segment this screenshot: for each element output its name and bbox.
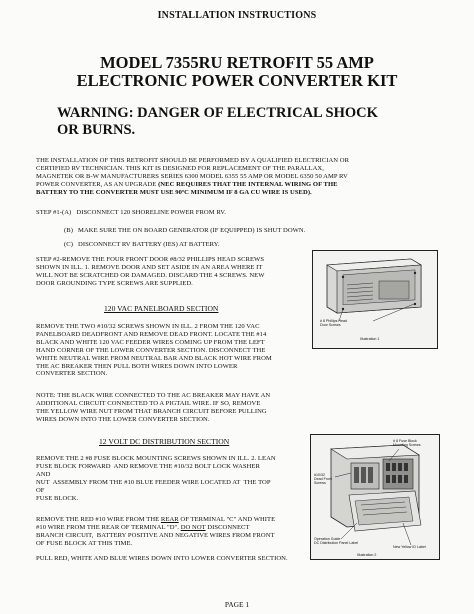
step-1b: (B) MAKE SURE THE ON BOARD GENERATOR (IF EQUIPPED) IS SHUT DOWN. <box>64 227 306 234</box>
intro-nec-requirement: (NEC REQUIRES THAT THE INTERNAL WIRING OF THE BATTERY TO THE CONVERTER MUST USE 90ºC MINIMUM IF 8 GA CU WIRE IS USED). <box>36 180 338 196</box>
dc-paragraph-2-do-not: DO NOT <box>180 523 206 531</box>
intro-paragraph <box>36 157 349 197</box>
section-heading-ac: 120 VAC PANELBOARD SECTION <box>104 304 219 313</box>
illustration-2-fuse-callout: # 8 Fuse Block Mounting Screws <box>393 439 421 447</box>
illustration-2-caption: Illustration 2 <box>357 553 377 557</box>
illustration-2-guide-callout: Operation Guide DC Distribution Panel Label <box>314 537 359 545</box>
dc-paragraph-2-part-c: DISCONNECT BRANCH CIRCUIT, BATTERY POSITIVE AND NEGATIVE WIRES FROM FRONT OF FUSE BLOCK AT THIS TIME. <box>36 523 275 547</box>
illustration-2-screws-callout: #10/32 Dead Front Screws <box>314 473 332 485</box>
warning-line-1: WARNING: DANGER OF ELECTRICAL SHOCK <box>57 105 378 121</box>
illustration-2 <box>310 434 440 560</box>
title-line-2: ELECTRONIC POWER CONVERTER KIT <box>76 71 398 90</box>
dc-paragraph-2-part-a: REMOVE THE RED #10 WIRE FROM THE <box>36 516 161 523</box>
illustration-1-caption: Illustration 1 <box>360 337 380 341</box>
dc-paragraph-2-rear: REAR <box>160 516 179 523</box>
ac-note: NOTE: THE BLACK WIRE CONNECTED TO THE AC BREAKER MAY HAVE AN ADDITIONAL CIRCUIT CONNECTED TO A PIGTAIL WIRE. IF SO, REMOVE THE YELLOW WIRE NUT FROM THAT BRANCH CIRCUIT BEFORE PULLING WIRES DOWN INTO THE LOWER CONVERTER SECTION. <box>36 392 271 423</box>
intro-text: THE INSTALLATION OF THIS RETROFIT SHOULD BE PERFORMED BY A QUALIFIED ELECTRICIAN OR CERTIFIED RV TECHNICIAN. THIS KIT IS DESIGNED FOR REPLACEMENT OF THE PARALLAX, MAGNETEK OR B-W MANUFACTURERS SERIES 6300 MODEL 6355 55 AMP OR MODEL 6350 50 AMP RV POWER CONVERTER, AS AN UPGRADE <box>36 157 350 188</box>
step-1a: STEP #1-(A) DISCONNECT 120 SHORELINE POWER FROM RV. <box>36 209 226 216</box>
title-line-1: MODEL 7355RU RETROFIT 55 AMP <box>100 53 374 72</box>
ac-paragraph: REMOVE THE TWO #10/32 SCREWS SHOWN IN ILL. 2 FROM THE 120 VAC PANELBOARD DEADFRONT AND REMOVE DEAD FRONT. LOCATE THE #14 BLACK AND WHITE 120 VAC FEEDER WIRES COMING UP FROM THE LEFT HAND CORNER OF THE LOWER CONVERTER SECTION. DISCONNECT THE WHITE NEUTRAL WIRE FROM NEUTRAL BAR AND BLACK HOT WIRE FROM THE AC BREAKER THEN PULL BOTH WIRES DOWN INTO LOWER CONVERTER SECTION. <box>36 323 272 378</box>
section-heading-dc: 12 VOLT DC DISTRIBUTION SECTION <box>99 437 230 446</box>
document-header: INSTALLATION INSTRUCTIONS <box>157 10 317 21</box>
step-1c: (C) DISCONNECT RV BATTERY (IES) AT BATTERY. <box>64 241 220 248</box>
dc-paragraph-2 <box>36 516 275 548</box>
page-number: PAGE 1 <box>224 600 250 609</box>
illustration-1 <box>312 250 438 349</box>
warning-line-2: OR BURNS. <box>57 122 136 138</box>
converter-drawing-1 <box>313 251 437 348</box>
dc-paragraph-3: PULL RED, WHITE AND BLUE WIRES DOWN INTO LOWER CONVERTER SECTION. <box>36 555 288 562</box>
dc-paragraph-1: REMOVE THE 2 #8 FUSE BLOCK MOUNTING SCREWS SHOWN IN ILL. 2. LEAN FUSE BLOCK FORWARD AND REMOVE THE #10/32 BOLT LOCK WASHER AND NUT ASSEMBLY FROM THE #10 BLUE FEEDER WIRE LOCATED AT THE TOP OF FUSE BLOCK. <box>36 455 276 502</box>
dc-paragraph-2-part-b: OF TERMINAL "C" AND WHITE #10 WIRE FROM THE REAR OF TERMINAL "D". <box>36 516 276 531</box>
step-2: STEP #2-REMOVE THE FOUR FRONT DOOR #8/32 PHILLIPS HEAD SCREWS SHOWN IN ILL. 1. REMOVE DOOR AND SET ASIDE IN AN AREA WHERE IT WILL NOT BE SCRATCHED OR DAMAGED. DISCARD THE 4 SCREWS. NEW DOOR GROUNDING TYPE SCREWS ARE SUPPLIED. <box>36 256 265 287</box>
illustration-1-callout: # 8 Phillips Head Door Screws <box>320 319 347 327</box>
illustration-2-id-label-callout: New Yellow ID Label <box>393 545 426 549</box>
